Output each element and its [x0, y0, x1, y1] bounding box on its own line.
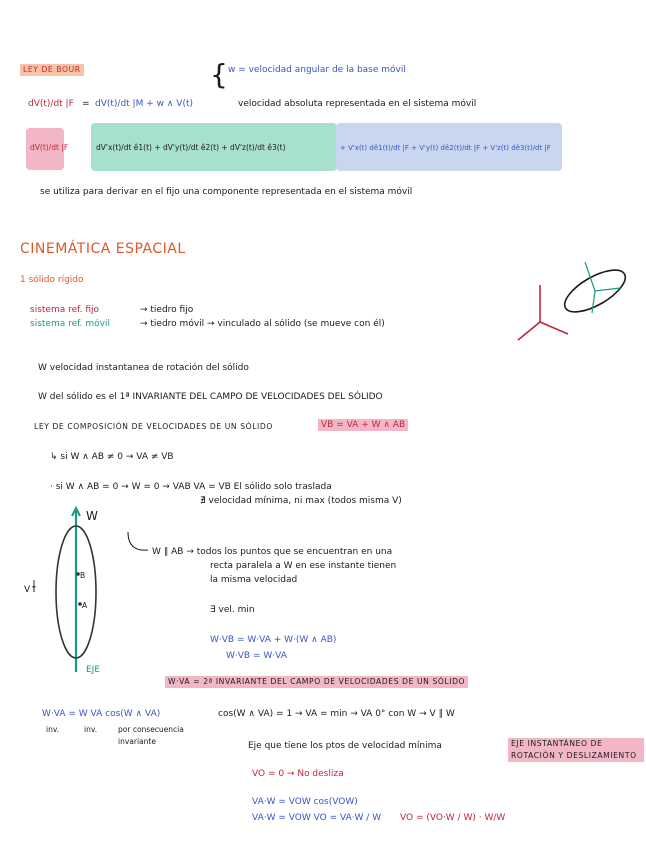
expansion-blue: + V'x(t) dê1(t)/dt |F + V'y(t) dê2(t)/dt |F + V'z(t) dê3(t)/dt |F	[340, 144, 551, 152]
cos-line: cos(W ∧ VA) = 1 → VA = min → VA 0° con W → V ∥ W	[218, 709, 455, 719]
expansion-lhs: dV(t)/dt |F	[30, 143, 69, 152]
axes-diagram	[518, 285, 568, 340]
ley-formula: VB = VA + W ∧ AB	[318, 419, 408, 431]
mobile-value: → tiedro móvil → vinculado al sólido (se mueve con él)	[140, 319, 385, 329]
w-invariant: W del sólido es el 1ª INVARIANTE DEL CAMPO DE VELOCIDADES DEL SÓLIDO	[38, 392, 383, 402]
header-title: LEY DE BOUR	[20, 64, 84, 76]
rotating-body	[34, 508, 96, 672]
exists-min: ∃ vel. min	[210, 605, 255, 615]
inv-label-3: por consecuencia invariante	[118, 725, 184, 746]
parallel-line-2: recta paralela a W en ese instante tienen	[210, 561, 397, 571]
mobile-label: sistema ref. móvil	[30, 319, 110, 329]
eq-a: W·VB = W·VA + W·(W ∧ AB)	[210, 635, 337, 645]
v-arrow-label: V↑	[24, 585, 38, 595]
eje-highlight: EJE INSTANTÁNEO DE ROTACIÓN Y DESLIZAMIENTO	[508, 738, 644, 762]
curly-brace: {	[210, 58, 228, 91]
ellipse-diagram	[559, 262, 632, 320]
second-invariant: W·VA = 2ª INVARIANTE DEL CAMPO DE VELOCIDADES DE UN SÓLIDO	[165, 676, 468, 688]
last-line-2: VA·W = VOW VO = VA·W / W	[252, 813, 382, 823]
fixed-label: sistema ref. fijo	[30, 305, 100, 315]
w-instant: W velocidad instantanea de rotación del sólido	[38, 363, 249, 373]
header-lhs: dV(t)/dt |F	[28, 99, 74, 109]
parallel-line-3: la misma velocidad	[210, 575, 298, 585]
last-line-1: VA·W = VOW cos(VOW)	[252, 797, 358, 807]
w-definition: w = velocidad angular de la base móvil	[228, 65, 406, 75]
v-definition: velocidad absoluta representada en el sistema móvil	[238, 99, 477, 109]
eje-label: EJE	[86, 665, 101, 675]
expansion-teal: dV'x(t)/dt ê1(t) + dV'y(t)/dt ê2(t) + dV'z(t)/dt ê3(t)	[96, 143, 286, 152]
inv-formula: W·VA = W VA cos(W ∧ VA)	[42, 709, 161, 719]
inv-label-1: inv.	[46, 725, 60, 734]
equals-sign: =	[82, 99, 90, 109]
eq-b: W·VB = W·VA	[226, 651, 287, 661]
point-a-label: A	[82, 601, 88, 610]
header-rhs: dV(t)/dt |M + w ∧ V(t)	[95, 99, 193, 109]
case-two: · si W ∧ AB = 0 → W = 0 → VAB VA = VB El sólido solo traslada	[50, 482, 332, 492]
w-axis-label: W	[86, 509, 98, 523]
case-two-b: ∄ velocidad mínima, ni max (todos misma V)	[200, 496, 402, 506]
fixed-value: → tiedro fijo	[140, 305, 194, 315]
vo-line: VO = 0 → No desliza	[252, 769, 344, 779]
arrow-curve	[128, 532, 148, 550]
ley-composicion: LEY DE COMPOSICIÓN DE VELOCIDADES DE UN SÓLIDO	[34, 422, 273, 431]
section-title: CINEMÁTICA ESPACIAL	[20, 241, 186, 257]
parallel-line-1: W ∥ AB → todos los puntos que se encuentran en una	[152, 547, 393, 557]
case-one: ↳ si W ∧ AB ≠ 0 → VA ≠ VB	[50, 452, 174, 462]
expansion-note: se utiliza para derivar en el fijo una componente representada en el sistema móvil	[40, 187, 413, 197]
point-b-label: B	[80, 571, 86, 580]
section-subtitle: 1 sólido rígido	[20, 275, 84, 285]
eje-text: Eje que tiene los ptos de velocidad mínima	[248, 741, 442, 751]
last-line-3: VO = (VO·W / W) · W/W	[400, 813, 506, 823]
inv-label-2: inv.	[84, 725, 98, 734]
